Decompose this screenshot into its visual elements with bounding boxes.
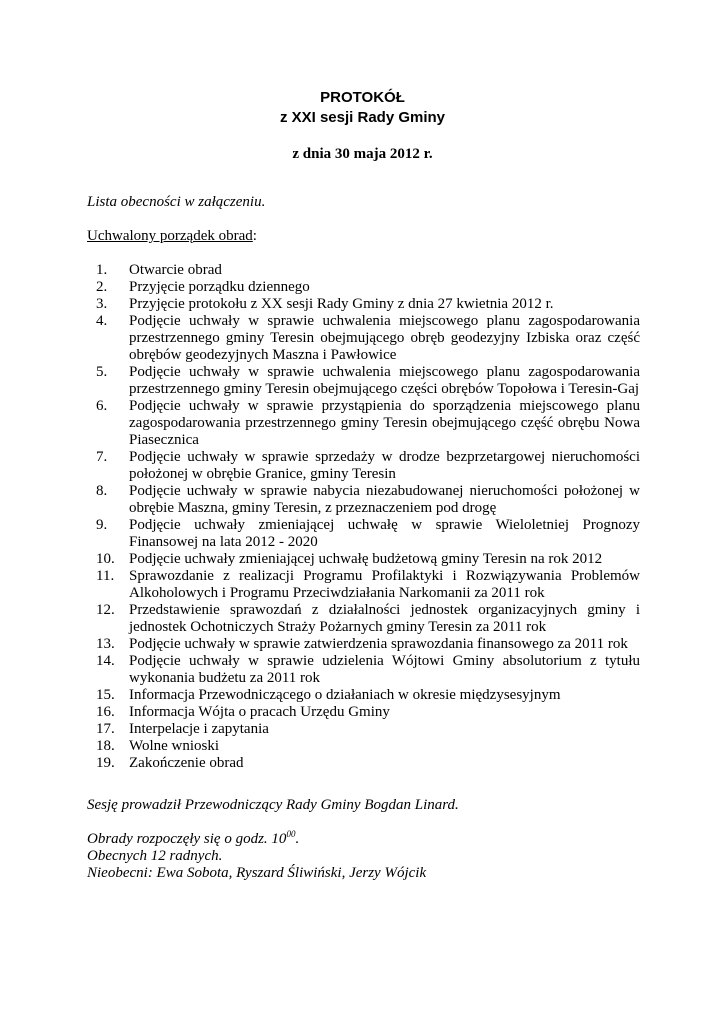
agenda-item-number: 6.: [96, 398, 108, 414]
session-date: z dnia 30 maja 2012 r.: [292, 146, 433, 162]
agenda-item-text: Podjęcie uchwały w sprawie nabycia niezabudowanej nieruchomości położonej w obrębie Maszna, gminy Teresin, z przeznaczeniem pod drogę: [129, 483, 640, 516]
agenda-item: [96, 279, 640, 296]
document-subtitle: z XXI sesji Rady Gminy: [279, 109, 446, 126]
attendance-note: Lista obecności w załączeniu.: [87, 194, 266, 210]
agenda-item-number: 17.: [96, 721, 115, 737]
agenda-item: [96, 313, 640, 364]
agenda-list: [96, 262, 640, 772]
document-title: PROTOKÓŁ: [320, 89, 405, 106]
agenda-item-number: 1.: [96, 262, 108, 278]
agenda-heading-colon: :: [252, 228, 257, 244]
agenda-item-number: 10.: [96, 551, 115, 567]
agenda-item-number: 4.: [96, 313, 108, 329]
agenda-item: [96, 755, 640, 772]
agenda-item-text: Podjęcie uchwały w sprawie udzielenia Wójtowi Gminy absolutorium z tytułu wykonania budżetu za 2011 rok: [129, 653, 640, 686]
present-note: Obecnych 12 radnych.: [87, 848, 223, 864]
start-time-note: [87, 831, 642, 848]
agenda-item-number: 19.: [96, 755, 115, 771]
agenda-item: [96, 704, 640, 721]
agenda-item-text: Podjęcie uchwały zmieniającej uchwałę budżetową gminy Teresin na rok 2012: [129, 551, 603, 567]
agenda-item-text: Podjęcie uchwały w sprawie zatwierdzenia sprawozdania finansowego za 2011 rok: [129, 636, 628, 652]
agenda-item-number: 15.: [96, 687, 115, 703]
start-time-period: .: [295, 831, 300, 847]
agenda-item-number: 2.: [96, 279, 108, 295]
agenda-item-number: 11.: [96, 568, 115, 584]
agenda-item-text: Informacja Przewodniczącego o działaniach w okresie międzysesyjnym: [129, 687, 561, 703]
agenda-item-number: 16.: [96, 704, 115, 720]
agenda-item: [96, 398, 640, 449]
agenda-item: [96, 551, 640, 568]
absent-note: Nieobecni: Ewa Sobota, Ryszard Śliwiński, Jerzy Wójcik: [87, 865, 427, 881]
start-time-minutes: 00: [286, 829, 296, 839]
agenda-item-text: Podjęcie uchwały w sprawie uchwalenia miejscowego planu zagospodarowania przestrzennego gminy Teresin obejmującego części obrębów Topołowa i Teresin-Gaj: [129, 364, 640, 397]
agenda-heading: [87, 228, 642, 245]
agenda-item-number: 13.: [96, 636, 115, 652]
agenda-item-text: Przedstawienie sprawozdań z działalności jednostek organizacyjnych gminy i jednostek Ochotniczych Straży Pożarnych gminy Teresin za 2011 rok: [129, 602, 640, 635]
agenda-item: [96, 483, 640, 517]
agenda-item-text: Podjęcie uchwały zmieniającej uchwałę w sprawie Wieloletniej Prognozy Finansowej na lata 2012 - 2020: [129, 517, 640, 550]
agenda-item: [96, 738, 640, 755]
agenda-item: [96, 721, 640, 738]
agenda-item: [96, 262, 640, 279]
agenda-item-text: Zakończenie obrad: [129, 755, 244, 771]
agenda-item-text: Otwarcie obrad: [129, 262, 222, 278]
agenda-item-text: Przyjęcie protokołu z XX sesji Rady Gminy z dnia 27 kwietnia 2012 r.: [129, 296, 554, 312]
start-time-text: Obrady rozpoczęły się o godz. 10: [87, 831, 287, 847]
agenda-item: [96, 364, 640, 398]
agenda-item: [96, 568, 640, 602]
agenda-item-text: Informacja Wójta o pracach Urzędu Gminy: [129, 704, 390, 720]
agenda-item-text: Podjęcie uchwały w sprawie uchwalenia miejscowego planu zagospodarowania przestrzennego gminy Teresin obejmującego obręb geodezyjny Izbiska oraz część obrębów geodezyjnych Maszna i Pawłowice: [129, 313, 640, 363]
agenda-item-number: 3.: [96, 296, 108, 312]
agenda-item-number: 18.: [96, 738, 115, 754]
agenda-item-number: 7.: [96, 449, 108, 465]
agenda-item: [96, 602, 640, 636]
agenda-item-text: Przyjęcie porządku dziennego: [129, 279, 310, 295]
agenda-item-text: Podjęcie uchwały w sprawie sprzedaży w drodze bezprzetargowej nieruchomości położonej w obrębie Granice, gminy Teresin: [129, 449, 640, 482]
agenda-item: [96, 449, 640, 483]
agenda-item-number: 12.: [96, 602, 115, 618]
agenda-item: [96, 517, 640, 551]
agenda-item-number: 8.: [96, 483, 108, 499]
agenda-item: [96, 636, 640, 653]
agenda-item-text: Wolne wnioski: [129, 738, 220, 754]
agenda-item: [96, 296, 640, 313]
agenda-item: [96, 653, 640, 687]
agenda-item: [96, 687, 640, 704]
agenda-item-text: Interpelacje i zapytania: [129, 721, 269, 737]
agenda-heading-text: Uchwalony porządek obrad: [87, 228, 253, 244]
agenda-item-number: 14.: [96, 653, 115, 669]
agenda-item-text: Sprawozdanie z realizacji Programu Profilaktyki i Rozwiązywania Problemów Alkoholowych i Programu Przeciwdziałania Narkomanii za 2011 rok: [129, 568, 640, 601]
agenda-item-number: 9.: [96, 517, 108, 533]
agenda-item-number: 5.: [96, 364, 108, 380]
chair-note: Sesję prowadził Przewodniczący Rady Gminy Bogdan Linard.: [87, 797, 459, 813]
agenda-item-text: Podjęcie uchwały w sprawie przystąpienia do sporządzenia miejscowego planu zagospodarowania przestrzennego gminy Teresin obejmującego część obrębu Nowa Piasecznica: [129, 398, 640, 448]
